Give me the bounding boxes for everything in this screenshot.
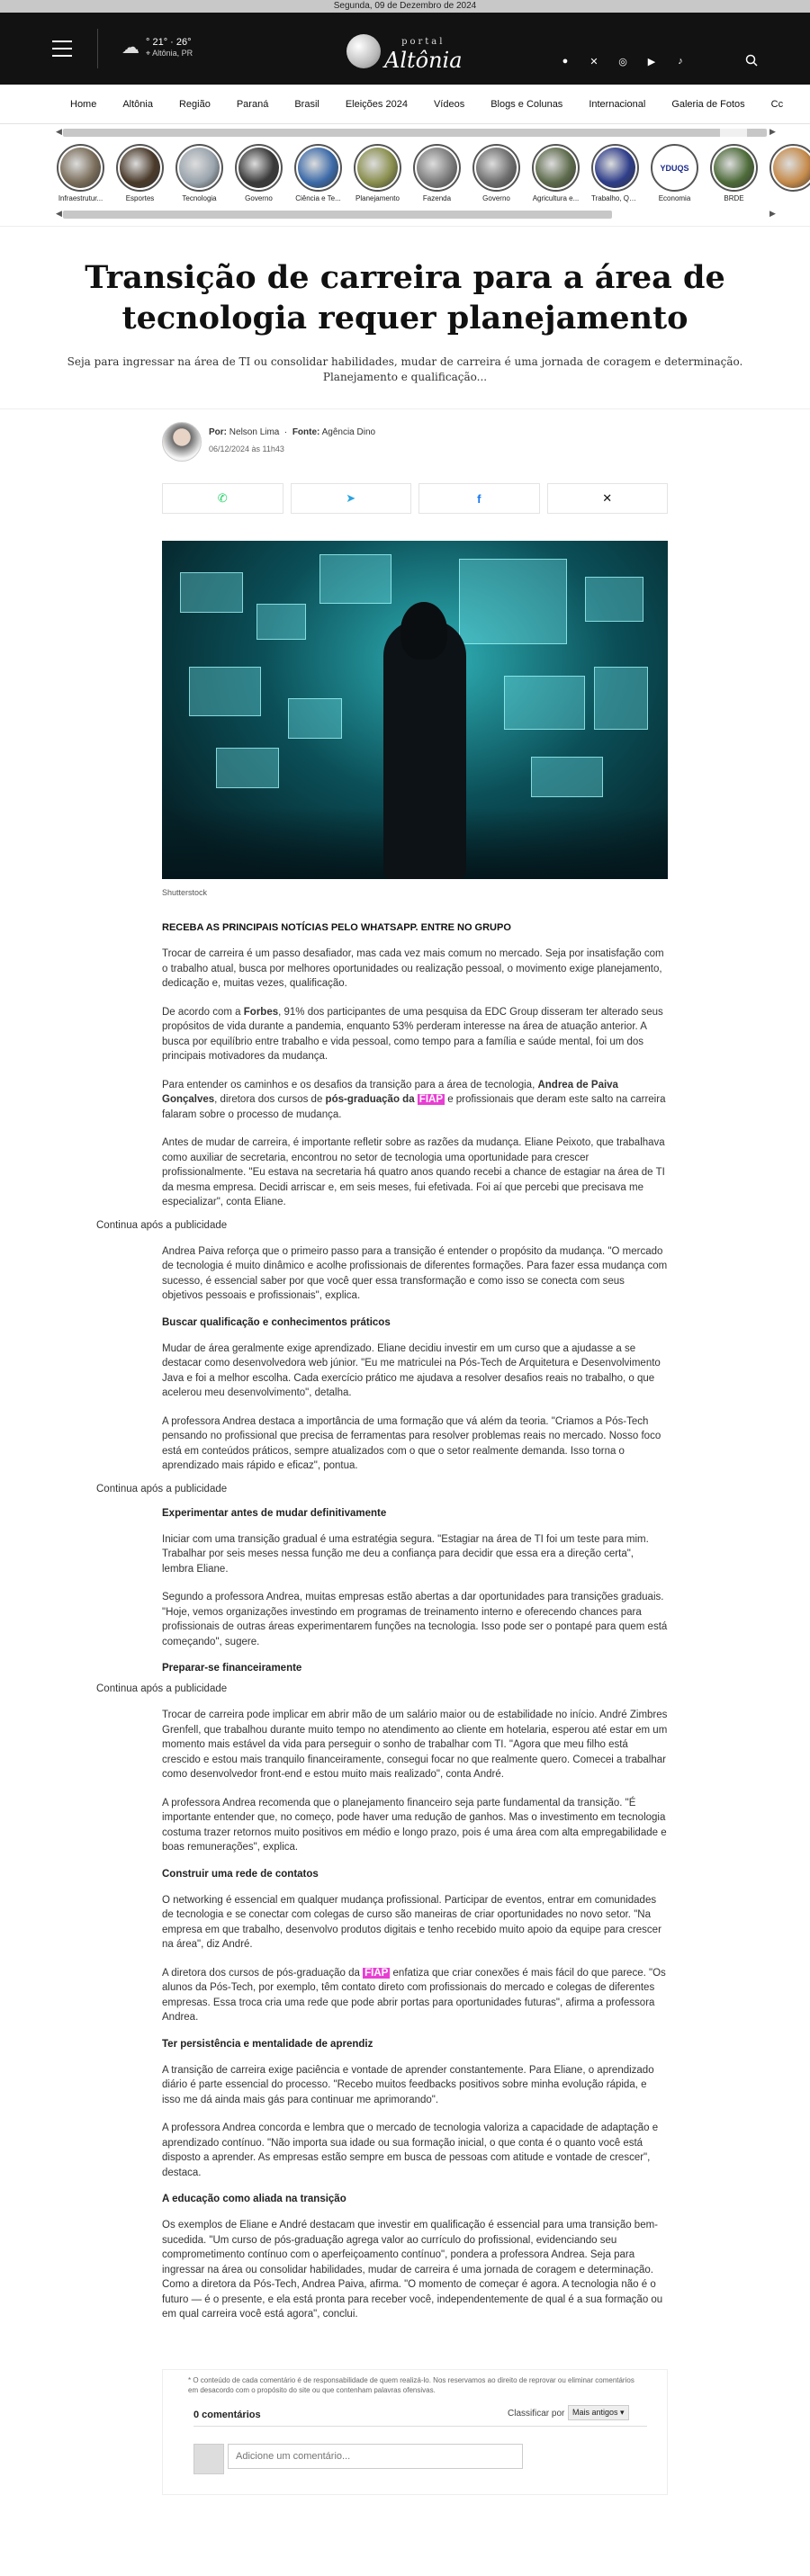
divider (0, 408, 810, 409)
facebook-icon: f (477, 491, 482, 506)
story-thumbnail (238, 148, 279, 188)
story-ring (710, 144, 758, 192)
story-ring (354, 144, 401, 192)
paragraph: Andrea Paiva reforça que o primeiro passo para a transição é entender o propósito da mudança. "O mercado de tecnologia é muito dinâmico e acolhe profissionais de diferentes formações. Para fazer essa mudança com sucesso, é essencial saber por que você quer essa transformação e como isso se conecta com seus objetivos pessoais e profissionais", explica. (162, 1245, 668, 1301)
forbes-link[interactable]: Forbes (243, 1006, 279, 1018)
story-item[interactable] (532, 144, 580, 206)
whatsapp-share-button[interactable] (162, 483, 284, 514)
stories-row (0, 139, 810, 206)
story-ring (235, 144, 283, 192)
story-label: Esportes (125, 194, 155, 202)
hologram-panel (320, 554, 392, 604)
globe-icon (346, 34, 381, 68)
cloud-icon: ☁ (122, 38, 140, 58)
stories-scroll-left-icon[interactable]: ◀ (56, 209, 62, 218)
telegram-icon: ➤ (346, 491, 356, 505)
story-label: Agricultura e... (532, 194, 580, 202)
text: A diretora dos cursos de pós-graduação da (162, 1967, 364, 1979)
scroll-right-icon[interactable]: ▶ (770, 127, 776, 136)
x-share-button[interactable] (547, 483, 669, 514)
weather-location-text: Altônia, PR (152, 49, 194, 58)
story-label: Ciência e Te... (295, 194, 341, 202)
hologram-panel (189, 667, 261, 716)
comments-count: 0 comentários (194, 2409, 261, 2420)
story-label: Infraestrutur... (58, 194, 104, 202)
facebook-share-button[interactable] (418, 483, 540, 514)
article-title: Transição de carreira para a área de tecnologia requer planejamento (85, 259, 725, 337)
text: e profissionais que deram este salto na carreira falaram sobre o processo de mudança. (162, 1094, 666, 1120)
section-heading: Ter persistência e mentalidade de aprendiz (162, 2038, 374, 2050)
story-thumbnail (595, 148, 635, 188)
source-name: Agência Dino (321, 427, 376, 437)
author-name[interactable]: Nelson Lima (229, 427, 280, 437)
text: enfatiza que criar conexões é mais fácil do que parece. "Os alunos da Pós-Tech, por exemplo, têm contato direto com profissionais do mercado e colegas de diferentes empresas. Essa troca cria uma rede que pode abrir portas para oportunidades futuras", afirma a professora Andrea. (162, 1967, 666, 2023)
paragraph: Mudar de área geralmente exige aprendizado. Eliane decidiu investir em um curso que a ajudasse a se destacar como desenvolvedora web júnior. "Eu me matriculei na Pós-Tech de Arquitetura e Desenvolvimento Java e foi a melhor escolha. Cada exercício prático me ajudava a resolver desafios reais no trabalho, o que acelerou meu desenvolvimento", detalha. (162, 1342, 661, 1398)
paragraph: Segundo a professora Andrea, muitas empresas estão abertas a dar oportunidades para transições graduais. "Hoje, vemos organizações investindo em programas de treinamento interno e oferecendo chances para profissionais de outras áreas experimentarem funções na tecnologia. Isso pode ser o pontapé para quem está começando", sugere. (162, 1592, 668, 1647)
story-logo-text: YDUQS (660, 163, 689, 173)
comment-input[interactable] (228, 2444, 523, 2469)
nav-item-internacional[interactable]: Internacional (589, 98, 646, 110)
stories-scrollbar[interactable] (0, 206, 810, 220)
hologram-panel (459, 559, 567, 644)
story-item[interactable] (116, 144, 164, 206)
nav-scrollbar-gap (720, 129, 747, 137)
divider (0, 226, 810, 227)
paragraph: Antes de mudar de carreira, é importante refletir sobre as razões da mudança. Eliane Peixoto, que trabalhava como auxiliar de secretaria, encontrou no setor de tecnologia uma oportunidade para crescer profissionalmente. "Eu estava na secretaria há quatro anos quando recebi a chance de estagiar na área de TI da mesma empresa. Decidi arriscar e, em seis meses, fui efetivada. Foi aí que percebi que precisava me especializar", conta Eliane. (162, 1137, 665, 1207)
whatsapp-cta[interactable]: RECEBA AS PRINCIPAIS NOTÍCIAS PELO WHATSAPP. ENTRE NO GRUPO (162, 922, 511, 933)
paragraph: Iniciar com uma transição gradual é uma estratégia segura. "Estagiar na área de TI foi um teste para mim. Trabalhar por seis meses nessa função me deu a confiança para decidir que essa era a direção certa", lembra Eliane. (162, 1533, 649, 1575)
story-thumbnail (417, 148, 457, 188)
header-divider (97, 29, 98, 68)
logo-text (384, 33, 463, 73)
weather-location: ⌖ Altônia, PR (146, 49, 194, 58)
story-thumbnail (179, 148, 220, 188)
paragraph: Trocar de carreira é um passo desafiador, mas cada vez mais comum no mercado. Seja por insatisfação com o trabalho atual, busca por melhores oportunidades ou realização pessoal, o movimento exige planejamento, dedicação e, muitas vezes, qualificação. (162, 948, 664, 989)
nav-item-more[interactable]: Cc (770, 98, 784, 110)
story-item[interactable] (413, 144, 461, 206)
story-item[interactable] (710, 144, 758, 206)
weather-temps: ° 21° · 26° (146, 37, 192, 48)
story-thumbnail (714, 148, 754, 188)
facebook-icon[interactable]: ● (562, 56, 569, 67)
story-item[interactable] (472, 144, 520, 206)
paragraph: A professora Andrea recomenda que o planejamento financeiro seja parte fundamental da transição. "É importante entender que, no começo, pode haver uma redução de ganhos. Mas o investimento em tecnologia costuma trazer retornos muito positivos em médio e longo prazo, pois é uma área com alta empregabilidade e boas remunerações", explica. (162, 1797, 667, 1853)
story-ring (294, 144, 342, 192)
article-date: 06/12/2024 às 11h43 (209, 444, 284, 453)
paragraph: A professora Andrea destaca a importância de uma formação que vá além da teoria. "Criamos a Pós-Tech pensando no profissional que precisa de ferramentas para resolver problemas reais no mercado. Nosso foco está em conteúdos práticos, sempre atualizados com o que o setor realmente demanda. Isso torna o aprendizado mais rápido e eficaz", pontua. (162, 1415, 662, 1471)
story-item[interactable] (770, 144, 810, 206)
hologram-panel (585, 577, 644, 622)
x-icon[interactable]: ✕ (590, 56, 598, 67)
nav-item-brasil[interactable]: Brasil (294, 98, 320, 110)
hologram-panel (216, 748, 279, 788)
stories-scrollbar-track[interactable] (63, 211, 612, 219)
sort-select[interactable]: Mais antigos ▾ (568, 2405, 629, 2420)
telegram-share-button[interactable] (291, 483, 412, 514)
hologram-panel (531, 757, 603, 797)
story-thumbnail (298, 148, 338, 188)
ad-notice: Continua após a publicidade (96, 1683, 228, 1694)
paragraph (162, 1078, 668, 1123)
section-heading: Construir uma rede de contatos (162, 1868, 319, 1880)
author-avatar[interactable] (162, 422, 202, 462)
author-block (162, 422, 810, 485)
story-label: BRDE (724, 194, 744, 202)
nav-item-blogs[interactable]: Blogs e Colunas (490, 98, 563, 110)
nav-item-videos[interactable]: Vídeos (433, 98, 465, 110)
text: , 91% dos participantes de uma pesquisa da EDC Group disseram ter alterado seus propósitos de vida durante a pandemia, enquanto 53% perderam interesse na área de atuação anterior. A busca por equilíbrio entre trabalho e vida pessoal, como tempo para a família e saúde mental, foi um dos principais motivadores da mudança. (162, 1006, 663, 1062)
main-nav (0, 85, 810, 124)
story-ring (176, 144, 223, 192)
text: Para entender os caminhos e os desafios da transição para a área de tecnologia, (162, 1079, 538, 1091)
text: pós-graduação da (325, 1094, 418, 1105)
hologram-panel (504, 676, 585, 730)
comments-divider (194, 2426, 647, 2427)
story-label: Planejamento (356, 194, 400, 202)
section-heading: Experimentar antes de mudar definitivamente (162, 1507, 387, 1519)
story-item[interactable] (354, 144, 401, 206)
nav-item-regiao[interactable]: Região (178, 98, 211, 110)
image-caption: Shutterstock (162, 888, 208, 897)
author-label: Por: (209, 427, 227, 437)
nav-item-home[interactable]: Home (70, 98, 97, 110)
story-thumbnail (773, 148, 810, 188)
story-item[interactable] (235, 144, 283, 206)
comments-section (162, 2369, 668, 2495)
section-heading: Buscar qualificação e conhecimentos práticos (162, 1316, 391, 1328)
logo-small: portal (401, 37, 446, 47)
date-bar: Segunda, 09 de Dezembro de 2024 (0, 0, 810, 13)
person-head (400, 602, 447, 660)
story-ring (57, 144, 104, 192)
paragraph: O networking é essencial em qualquer mudança profissional. Participar de eventos, entrar em comunidades de tecnologia e se conectar com colegas de curso são maneiras de criar oportunidades no novo setor. "Na empresa em que trabalho, desenvolvo produtos digitais e tenho recebido muito apoio da equipe para crescer na área", diz André. (162, 1894, 662, 1950)
weather-widget (122, 37, 193, 58)
fiap-link[interactable]: FIAP (418, 1094, 443, 1105)
story-item[interactable] (176, 144, 223, 206)
site-header (0, 13, 810, 85)
nav-item-altonia[interactable]: Altônia (122, 98, 153, 110)
story-ring (413, 144, 461, 192)
text: , diretora dos cursos de (214, 1094, 326, 1105)
story-ring (116, 144, 164, 192)
story-ring (472, 144, 520, 192)
article-image (162, 541, 668, 879)
story-thumbnail (536, 148, 576, 188)
article-body (96, 922, 668, 2322)
paragraph: A professora Andrea concorda e lembra que o mercado de tecnologia valoriza a capacidade de adaptação e aprendizado contínuo. "Não importa sua idade ou sua formação inicial, o que conta é o quanto você está disposto a aprender. As empresas estão sempre em busca de pessoas com atitude e vontade de crescer", destaca. (162, 2123, 659, 2178)
search-icon[interactable] (745, 54, 758, 71)
text: De acordo com a (162, 1006, 244, 1018)
commenter-avatar (194, 2444, 224, 2474)
youtube-icon[interactable]: ▶ (647, 56, 656, 67)
nav-item-eleicoes[interactable]: Eleições 2024 (345, 98, 408, 110)
site-logo[interactable] (346, 29, 490, 74)
story-ring (532, 144, 580, 192)
section-heading: Preparar-se financeiramente (162, 1663, 302, 1674)
tiktok-icon[interactable]: ♪ (678, 56, 683, 67)
story-ring (770, 144, 810, 192)
story-item[interactable] (591, 144, 639, 206)
story-item[interactable] (651, 144, 698, 206)
menu-icon[interactable] (52, 40, 72, 57)
section-heading: A educação como aliada na transição (162, 2194, 346, 2204)
paragraph (162, 1966, 668, 2025)
story-thumbnail (357, 148, 398, 188)
ad-notice: Continua após a publicidade (96, 1483, 228, 1494)
story-label: Fazenda (422, 194, 452, 202)
story-thumbnail (476, 148, 517, 188)
sort-label: Classificar por (508, 2408, 565, 2419)
article-lead: Seja para ingressar na área de TI ou consolidar habilidades, mudar de carreira é uma jornada de coragem e determinação. Planejamento e qualificação... (67, 355, 743, 383)
story-label: Economia (658, 194, 691, 202)
fiap-link[interactable]: FIAP (364, 1967, 389, 1979)
stories-scroll-right-icon[interactable]: ▶ (770, 209, 776, 218)
person-name: Andrea de Paiva Gonçalves (162, 1079, 618, 1105)
story-label: Tecnologia (182, 194, 217, 202)
hologram-panel (256, 604, 306, 640)
scroll-left-icon[interactable]: ◀ (56, 127, 62, 136)
comments-note: * O conteúdo de cada comentário é de responsabilidade de quem realizá-lo. Nos reservamos ao direito de reprovar ou eliminar comentários em desacordo com o propósito do site ou que contenham palavras ofensivas. (188, 2375, 634, 2394)
article-header (0, 232, 810, 403)
nav-item-parana[interactable]: Paraná (236, 98, 269, 110)
paragraph: Trocar de carreira pode implicar em abrir mão de um salário maior ou de estabilidade no início. André Zimbres Grenfell, que trabalhou durante muito tempo no atendimento ao cliente em hotelaria, esperou até estar em um momento mais estável da vida para perseguir o sonho de trabalhar com TI. "Agora que meu filho está crescido e estou mais tranquilo financeiramente, consegui focar no que realmente quero. Comecei a trabalhar como desenvolvedor front-end e estou muito mais realizado", conta André. (162, 1710, 668, 1780)
story-label: Governo (245, 194, 273, 202)
logo-big: Altônia (384, 48, 463, 73)
story-thumbnail (120, 148, 160, 188)
story-item[interactable] (294, 144, 342, 206)
instagram-icon[interactable]: ◎ (618, 56, 627, 67)
x-icon: ✕ (602, 491, 613, 505)
paragraph (162, 1005, 668, 1064)
paragraph: A transição de carreira exige paciência e vontade de aprender constantemente. Para Eliane, o aprendizado diário é parte essencial do processo. "Recebo muitos feedbacks positivos sobre minha evolução rápida, e isso me dá ainda mais gás para continuar me aprimorando". (162, 2064, 654, 2105)
nav-item-galeria[interactable]: Galeria de Fotos (671, 98, 745, 110)
hologram-panel (180, 572, 243, 613)
hologram-panel (594, 667, 648, 730)
story-label: Trabalho, Qu... (591, 194, 639, 202)
author-meta: Por: Nelson Lima · Fonte: Agência Dino (209, 427, 376, 437)
story-item[interactable] (57, 144, 104, 206)
story-label: Governo (482, 194, 510, 202)
nav-scrollbar[interactable] (0, 124, 810, 139)
source-label: Fonte: (292, 427, 320, 437)
story-ring (651, 144, 698, 192)
story-thumbnail (60, 148, 101, 188)
story-ring (591, 144, 639, 192)
share-bar (162, 483, 668, 514)
nav-scrollbar-track[interactable] (63, 129, 767, 137)
whatsapp-icon: ✆ (217, 491, 228, 505)
hologram-panel (288, 698, 342, 739)
paragraph: Os exemplos de Eliane e André destacam que investir em qualificação é essencial para uma transição bem-sucedida. "Um curso de pós-graduação agrega valor ao currículo do profissional, evidenciando seu comprometimento contínuo com o aperfeiçoamento contínuo", pondera a professora Andrea. Seja para ingressar na área ou consolidar habilidades, mudar de carreira é uma jornada de coragem e determinação. Como a diretora da Pós-Tech, Andrea Paiva, afirma. "O momento de começar é agora. A tecnologia não é o futuro — é o presente, e ela está pronta para receber você, independentemente de qual é a sua formação ou em qual carreira você está agora", conclui. (162, 2220, 663, 2320)
social-links (558, 54, 688, 68)
story-thumbnail (654, 148, 695, 188)
ad-notice: Continua após a publicidade (96, 1219, 228, 1231)
